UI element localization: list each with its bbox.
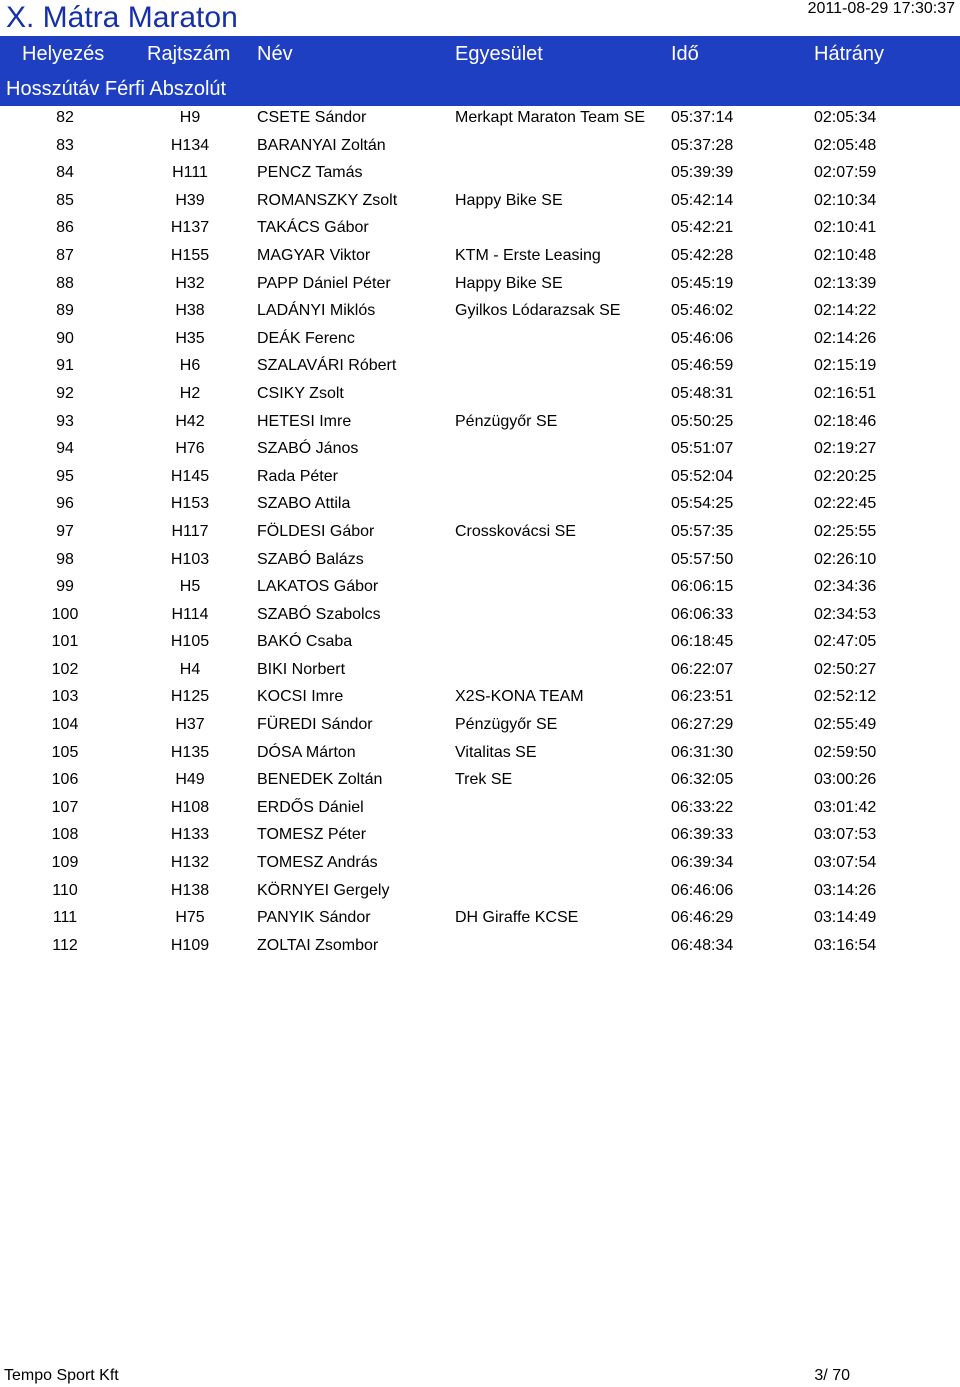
cell-time: 05:54:25 — [671, 495, 734, 513]
cell-time: 05:46:59 — [671, 357, 734, 375]
cell-position: 90 — [56, 329, 74, 347]
cell-bib: H2 — [179, 384, 201, 402]
cell-time: 05:57:50 — [671, 550, 734, 568]
cell-club: Vitalitas SE — [455, 743, 537, 761]
cell-bib: H125 — [170, 688, 210, 706]
table-row — [0, 490, 960, 518]
table-row — [0, 573, 960, 601]
cell-time: 06:31:30 — [671, 743, 734, 761]
cell-bib: H137 — [170, 219, 210, 237]
cell-name: ERDŐS Dániel — [257, 798, 364, 816]
table-row — [0, 739, 960, 767]
cell-position: 110 — [52, 881, 78, 899]
cell-club: Crosskovácsi SE — [455, 522, 576, 540]
cell-gap: 03:01:42 — [814, 798, 877, 816]
cell-name: PENCZ Tamás — [257, 164, 363, 182]
category-title: Hosszútáv Férfi Abszolút — [6, 78, 227, 100]
cell-position: 85 — [56, 191, 74, 209]
cell-name: SZABÓ János — [257, 440, 359, 458]
cell-time: 05:45:19 — [671, 274, 734, 292]
cell-name: LAKATOS Gábor — [257, 578, 379, 596]
cell-name: KOCSI Imre — [257, 688, 344, 706]
cell-club: Pénzügyőr SE — [455, 716, 558, 734]
cell-position: 86 — [56, 219, 74, 237]
cell-gap: 02:34:36 — [814, 578, 877, 596]
cell-bib: H5 — [179, 578, 201, 596]
cell-bib: H38 — [175, 302, 205, 320]
cell-gap: 02:18:46 — [814, 412, 877, 430]
table-row — [0, 821, 960, 849]
cell-name: TOMESZ Péter — [257, 826, 367, 844]
table-row — [0, 132, 960, 160]
cell-time: 05:48:31 — [671, 384, 734, 402]
table-row — [0, 463, 960, 491]
table-row — [0, 104, 960, 132]
cell-position: 92 — [56, 384, 74, 402]
cell-time: 06:32:05 — [671, 771, 734, 789]
cell-name: SZABÓ Balázs — [257, 550, 364, 568]
cell-gap: 02:22:45 — [814, 495, 877, 513]
table-row — [0, 159, 960, 187]
table-row — [0, 932, 960, 960]
column-header-position: Helyezés — [22, 43, 105, 65]
cell-name: PAPP Dániel Péter — [257, 274, 391, 292]
cell-bib: H35 — [175, 329, 205, 347]
cell-position: 98 — [56, 550, 74, 568]
table-row — [0, 877, 960, 905]
cell-gap: 03:07:53 — [814, 826, 877, 844]
table-row — [0, 601, 960, 629]
cell-name: HETESI Imre — [257, 412, 352, 430]
cell-position: 109 — [51, 854, 79, 872]
cell-position: 107 — [51, 798, 79, 816]
table-row — [0, 849, 960, 877]
cell-name: BARANYAI Zoltán — [257, 136, 386, 154]
cell-club: X2S-KONA TEAM — [455, 688, 584, 706]
cell-time: 05:37:14 — [671, 109, 734, 126]
table-row — [0, 214, 960, 242]
cell-bib: H153 — [170, 495, 210, 513]
cell-position: 111 — [52, 909, 78, 927]
cell-name: BIKI Norbert — [257, 660, 346, 678]
cell-time: 06:27:29 — [671, 716, 734, 734]
cell-time: 05:46:02 — [671, 302, 734, 320]
cell-time: 05:52:04 — [671, 467, 734, 485]
cell-bib: H6 — [179, 357, 201, 375]
table-row — [0, 794, 960, 822]
cell-position: 82 — [56, 109, 74, 126]
cell-name: DEÁK Ferenc — [257, 329, 355, 347]
cell-time: 05:46:06 — [671, 329, 734, 347]
cell-bib: H49 — [175, 771, 205, 789]
table-row — [0, 408, 960, 436]
cell-gap: 02:26:10 — [814, 550, 877, 568]
cell-position: 91 — [56, 357, 74, 375]
cell-position: 96 — [56, 495, 74, 513]
cell-gap: 03:07:54 — [814, 854, 877, 872]
cell-name: FÜREDI Sándor — [257, 716, 373, 734]
cell-position: 102 — [51, 660, 79, 678]
cell-name: CSETE Sándor — [257, 109, 367, 126]
cell-name: ZOLTAI Zsombor — [257, 936, 379, 954]
cell-position: 112 — [52, 936, 78, 954]
cell-club: Pénzügyőr SE — [455, 412, 558, 430]
table-row — [0, 656, 960, 684]
results-header — [0, 36, 960, 106]
cell-gap: 03:14:26 — [814, 881, 877, 899]
cell-position: 94 — [56, 440, 74, 458]
results-table — [0, 104, 960, 959]
cell-name: SZABÓ Szabolcs — [257, 605, 381, 623]
column-header-club: Egyesület — [455, 43, 543, 65]
cell-club: Trek SE — [455, 771, 513, 789]
table-row — [0, 711, 960, 739]
column-header-time: Idő — [671, 43, 699, 65]
cell-gap: 02:16:51 — [814, 384, 877, 402]
cell-name: DÓSA Márton — [257, 743, 356, 761]
cell-bib: H117 — [171, 522, 209, 540]
cell-gap: 02:05:34 — [814, 109, 877, 126]
cell-name: PANYIK Sándor — [257, 909, 371, 927]
cell-name: ROMANSZKY Zsolt — [257, 191, 398, 209]
cell-bib: H4 — [179, 660, 201, 678]
table-row — [0, 187, 960, 215]
cell-time: 05:37:28 — [671, 136, 734, 154]
cell-bib: H114 — [171, 605, 209, 623]
cell-club: Merkapt Maraton Team SE — [455, 109, 646, 126]
cell-time: 05:39:39 — [671, 164, 734, 182]
cell-bib: H103 — [170, 550, 210, 568]
table-row — [0, 325, 960, 353]
cell-position: 105 — [51, 743, 79, 761]
cell-gap: 02:52:12 — [814, 688, 877, 706]
cell-bib: H105 — [170, 633, 210, 651]
cell-bib: H108 — [170, 798, 210, 816]
cell-position: 95 — [56, 467, 74, 485]
table-row — [0, 683, 960, 711]
cell-position: 93 — [56, 412, 74, 430]
cell-gap: 02:15:19 — [814, 357, 877, 375]
cell-name: SZABO Attila — [257, 495, 351, 513]
cell-gap: 03:00:26 — [814, 771, 877, 789]
cell-time: 05:57:35 — [671, 522, 734, 540]
cell-time: 06:06:15 — [671, 578, 734, 596]
cell-time: 06:22:07 — [671, 660, 734, 678]
footer-organizer: Tempo Sport Kft — [4, 1367, 119, 1384]
table-row — [0, 904, 960, 932]
cell-club: Happy Bike SE — [455, 274, 563, 292]
cell-gap: 02:47:05 — [814, 633, 877, 651]
cell-gap: 02:34:53 — [814, 605, 877, 623]
cell-time: 06:46:29 — [671, 909, 734, 927]
table-row — [0, 352, 960, 380]
cell-bib: H76 — [175, 440, 205, 458]
table-row — [0, 518, 960, 546]
cell-name: LADÁNYI Miklós — [257, 302, 376, 320]
cell-gap: 02:13:39 — [814, 274, 877, 292]
cell-name: SZALAVÁRI Róbert — [257, 357, 397, 375]
cell-gap: 02:07:59 — [814, 164, 877, 182]
cell-name: BAKÓ Csaba — [257, 633, 353, 651]
table-row — [0, 435, 960, 463]
cell-time: 05:42:28 — [671, 246, 734, 264]
cell-bib: H111 — [172, 164, 208, 182]
cell-gap: 02:55:49 — [814, 716, 877, 734]
cell-club: Happy Bike SE — [455, 191, 563, 209]
cell-position: 101 — [51, 633, 79, 651]
cell-position: 103 — [51, 688, 79, 706]
cell-name: BENEDEK Zoltán — [257, 771, 383, 789]
cell-position: 97 — [56, 522, 74, 540]
cell-time: 06:39:34 — [671, 854, 734, 872]
cell-gap: 02:25:55 — [814, 522, 877, 540]
cell-name: KÖRNYEI Gergely — [257, 881, 390, 899]
cell-club: Gyilkos Lódarazsak SE — [455, 302, 621, 320]
cell-time: 06:23:51 — [671, 688, 734, 706]
cell-time: 05:51:07 — [671, 440, 734, 458]
cell-bib: H133 — [170, 826, 210, 844]
cell-club: KTM - Erste Leasing — [455, 246, 601, 264]
cell-time: 06:18:45 — [671, 633, 734, 651]
column-header-name: Név — [257, 43, 293, 65]
table-row — [0, 546, 960, 574]
cell-time: 05:42:14 — [671, 191, 734, 209]
cell-bib: H134 — [170, 136, 210, 154]
cell-name: MAGYAR Viktor — [257, 246, 371, 264]
cell-bib: H132 — [170, 854, 210, 872]
title-bar — [0, 0, 960, 36]
cell-bib: H109 — [170, 936, 210, 954]
cell-position: 83 — [56, 136, 74, 154]
column-header-bib: Rajtszám — [147, 43, 231, 65]
cell-gap: 02:10:48 — [814, 246, 877, 264]
cell-position: 108 — [51, 826, 79, 844]
cell-position: 106 — [51, 771, 79, 789]
cell-gap: 02:10:34 — [814, 191, 877, 209]
cell-time: 05:42:21 — [671, 219, 734, 237]
table-row — [0, 628, 960, 656]
cell-position: 99 — [56, 578, 74, 596]
cell-time: 05:50:25 — [671, 412, 734, 430]
cell-position: 87 — [56, 246, 74, 264]
cell-bib: H39 — [175, 191, 205, 209]
cell-time: 06:48:34 — [671, 936, 734, 954]
cell-gap: 02:20:25 — [814, 467, 877, 485]
cell-name: CSIKY Zsolt — [257, 384, 344, 402]
cell-gap: 03:16:54 — [814, 936, 877, 954]
cell-position: 89 — [56, 302, 74, 320]
cell-time: 06:06:33 — [671, 605, 734, 623]
cell-bib: H155 — [170, 246, 210, 264]
cell-name: TAKÁCS Gábor — [257, 219, 369, 237]
cell-time: 06:46:06 — [671, 881, 734, 899]
cell-gap: 02:05:48 — [814, 136, 877, 154]
cell-gap: 02:14:22 — [814, 302, 877, 320]
cell-gap: 02:10:41 — [814, 219, 877, 237]
cell-name: Rada Péter — [257, 467, 338, 485]
table-row — [0, 766, 960, 794]
timestamp: 2011-08-29 17:30:37 — [807, 0, 955, 17]
table-row — [0, 297, 960, 325]
cell-gap: 02:50:27 — [814, 660, 877, 678]
cell-bib: H135 — [170, 743, 210, 761]
cell-time: 06:33:22 — [671, 798, 734, 816]
cell-position: 88 — [56, 274, 74, 292]
table-row — [0, 380, 960, 408]
page-title: X. Mátra Maraton — [6, 1, 238, 34]
cell-club: DH Giraffe KCSE — [455, 909, 579, 927]
cell-name: FÖLDESI Gábor — [257, 522, 375, 540]
cell-bib: H145 — [170, 467, 210, 485]
cell-bib: H9 — [179, 109, 201, 126]
cell-bib: H37 — [175, 716, 205, 734]
cell-bib: H32 — [175, 274, 205, 292]
cell-gap: 02:59:50 — [814, 743, 877, 761]
cell-position: 84 — [56, 164, 74, 182]
cell-bib: H138 — [170, 881, 210, 899]
footer-page-number: 3/ 70 — [814, 1367, 850, 1384]
cell-bib: H42 — [175, 412, 205, 430]
cell-name: TOMESZ András — [257, 854, 378, 872]
table-row — [0, 270, 960, 298]
cell-gap: 02:14:26 — [814, 329, 877, 347]
column-header-gap: Hátrány — [814, 43, 885, 65]
cell-gap: 03:14:49 — [814, 909, 877, 927]
cell-gap: 02:19:27 — [814, 440, 877, 458]
cell-position: 104 — [51, 716, 79, 734]
cell-position: 100 — [51, 605, 79, 623]
cell-bib: H75 — [175, 909, 205, 927]
cell-time: 06:39:33 — [671, 826, 734, 844]
table-row — [0, 242, 960, 270]
